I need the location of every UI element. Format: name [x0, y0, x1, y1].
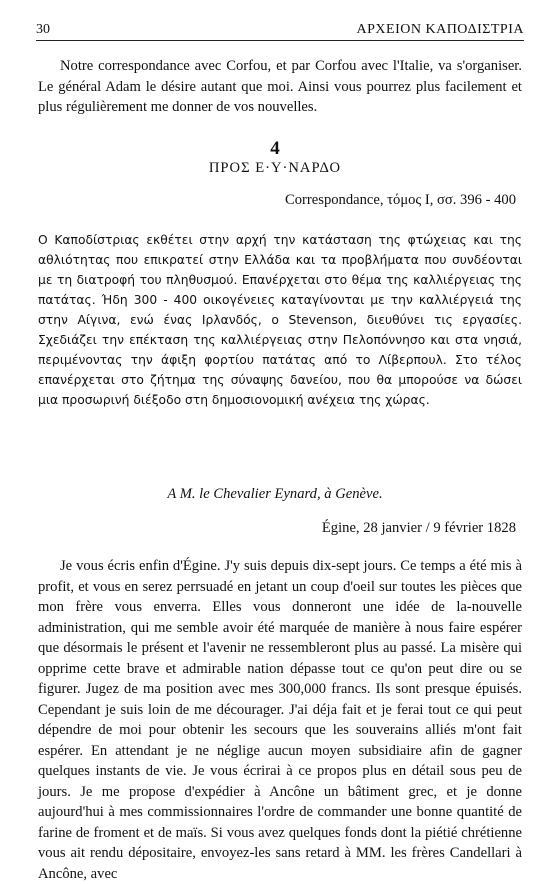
- summary-paragraph: Ο Καποδίστριας εκθέτει στην αρχή την κατάσταση της φτώχειας και της αθλιότητας που επικρατεί στην Ελλάδα και τα προβλήματα που συνδέονται με τη διατροφή του πληθυσμού. Επανέρχεται στο θέμα της καλλιέργειας της πατάτας. Ήδη 300 - 400 οικογένειες καταγίνονται με την καλλιέργειά της στην Αίγινα, ενώ ένας Ιρλανδός, ο Stevenson, διευθύνει τις εργασίες. Σχεδιάζει την επέκταση της καλλιέργειας στην Πελοπόννησο και στα νησιά, περιμένοντας την άφιξη φορτίου πατάτας από το Λίβερπουλ. Στο τέλος επανέρχεται στο ζήτημα της σύναψης δανείου, που θα μπορούσε να δώσει μια προσωρινή διέξοδο στη δημοσιονομική ανέχεια της χώρας.: [38, 233, 522, 407]
- running-title: ΑΡΧΕΙΟΝ ΚΑΠΟΔΙΣΤΡΙΑ: [356, 22, 524, 37]
- letter-dateline: Égine, 28 janvier / 9 février 1828: [321, 520, 516, 536]
- letter-body: Je vous écris enfin d'Égine. J'y suis depuis dix-sept jours. Ce temps a été mis à profit, et vous en serez perrsuadé en jetant un coup d'oeil sur toutes les pièces que mon frère vous enverra. Elles vous donneront une idée de la-nouvelle administration, qui me semble avoir été marquée de manière à nous faire espérer que désormais le présent et l'avenir ne ressembleront plus au passé. La misère qui opprime cette brave et admirable nation dépasse tout ce qu'on peut dire ou se figurer. Jugez de ma position avec mes 300,000 francs. Ils sont presque épuisés. Cependant je suis loin de me décourager. J'ai déja fait et je ferai tout ce qui peut dépendre de moi pour obtenir les secours que les souverains alliés m'ont fait espérer. En attendant je ne néglige aucun moyen subsidiaire afin de gagner quelques instants de vie. Je vous écrirai à ce propos plus en détail sous peu de jours. Je me propose d'expédier à Ancône un bâtiment grec, et je donne aujourd'hui à mes commissionnaires l'ordre de commander une bonne quantité de farine de froment et de maïs. Si vous avez quelques fonds dont la piétié chrétienne vous ait rendu dépositaire, envoyez-les sans retard à MM. les frères Candellari à Ancône, avec: [38, 558, 522, 882]
- intro-paragraph: Notre correspondance avec Corfou, et par Corfou avec l'Italie, va s'organiser. Le général Adam le désire autant que moi. Ainsi vous pourrez plus facilement et plus régulièrement me donner de vos nouvelles.: [38, 58, 522, 115]
- document-title: ΠΡΟΣ Ε·Υ·ΝΑΡΔΟ: [208, 160, 342, 176]
- letter-section: [38, 556, 522, 884]
- summary-section: [38, 230, 522, 410]
- document-number: 4: [270, 138, 280, 159]
- page-number: 30: [36, 22, 50, 37]
- intro-section: [38, 56, 522, 118]
- running-header: [36, 20, 524, 41]
- letter-addressee: A M. le Chevalier Eynard, à Genève.: [167, 486, 383, 502]
- document-source: Correspondance, τόμος I, σσ. 396 - 400: [285, 192, 516, 208]
